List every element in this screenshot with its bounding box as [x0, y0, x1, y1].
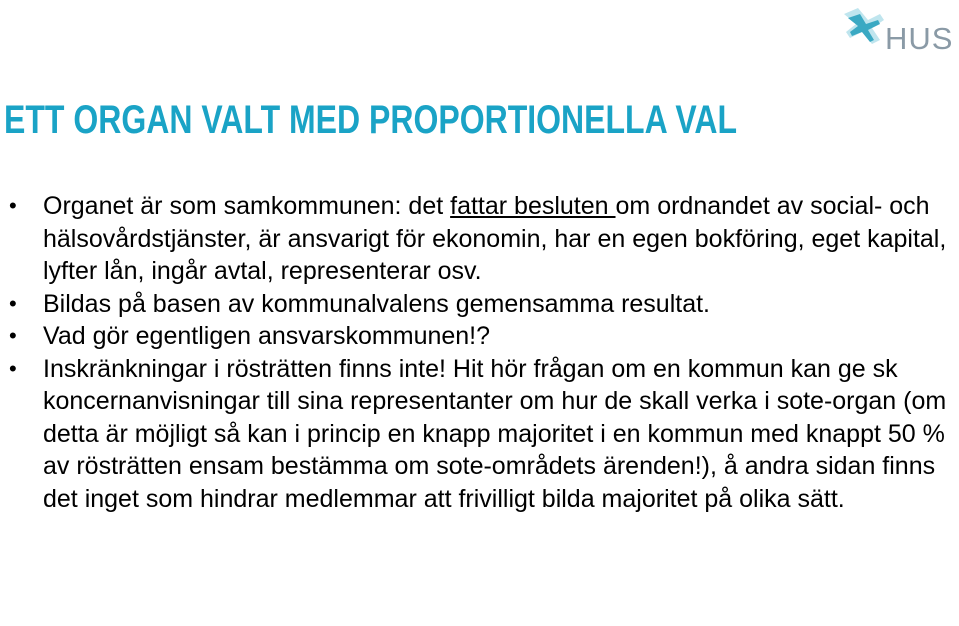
- bullet-list: [0, 190, 950, 515]
- bullet-text: Inskränkningar i rösträtten finns inte! Hit hör frågan om en kommun kan ge sk koncernanvisningar till sina representanter om hur de skall verka i sote-organ (om detta är möjligt så kan i princip en knapp majoritet i en kommun med knappt 50 % av rösträtten ensam bestämma om sote-områdets ärenden!), å andra sidan finns det inget som hindrar medlemmar att frivilligt bilda majoritet på olika sätt.: [43, 354, 947, 513]
- bullet-item: [0, 353, 950, 516]
- hus-logo: [842, 6, 959, 54]
- slide-title: ETT ORGAN VALT MED PROPORTIONELLA VAL: [4, 98, 738, 142]
- bullet-text: Vad gör egentligen ansvarskommunen!?: [43, 322, 491, 350]
- hus-cross-logo-icon: [842, 6, 886, 46]
- bullet-dot: •: [9, 355, 17, 381]
- bullet-dot: •: [9, 193, 17, 218]
- bullet-text: [43, 192, 946, 285]
- bullet-item: [0, 320, 950, 353]
- bullet-dot: •: [9, 323, 17, 348]
- bullet-text-part: Organet är som samkommunen: det: [43, 192, 451, 220]
- bullet-text: Bildas på basen av kommunalvalens gemensamma resultat.: [43, 289, 711, 318]
- bullet-dot: •: [9, 290, 17, 316]
- logo-text: HUS: [885, 21, 954, 56]
- underlined-phrase: fattar besluten: [450, 192, 616, 220]
- bullet-item: [0, 288, 950, 321]
- bullet-text-part: om ordnandet av social- och hälsovårdstjänster, är ansvarigt för ekonomin, har en egen bokföring, eget kapital, lyfter lån, ingår avtal, representerar osv.: [43, 192, 947, 285]
- bullet-item: [0, 190, 950, 288]
